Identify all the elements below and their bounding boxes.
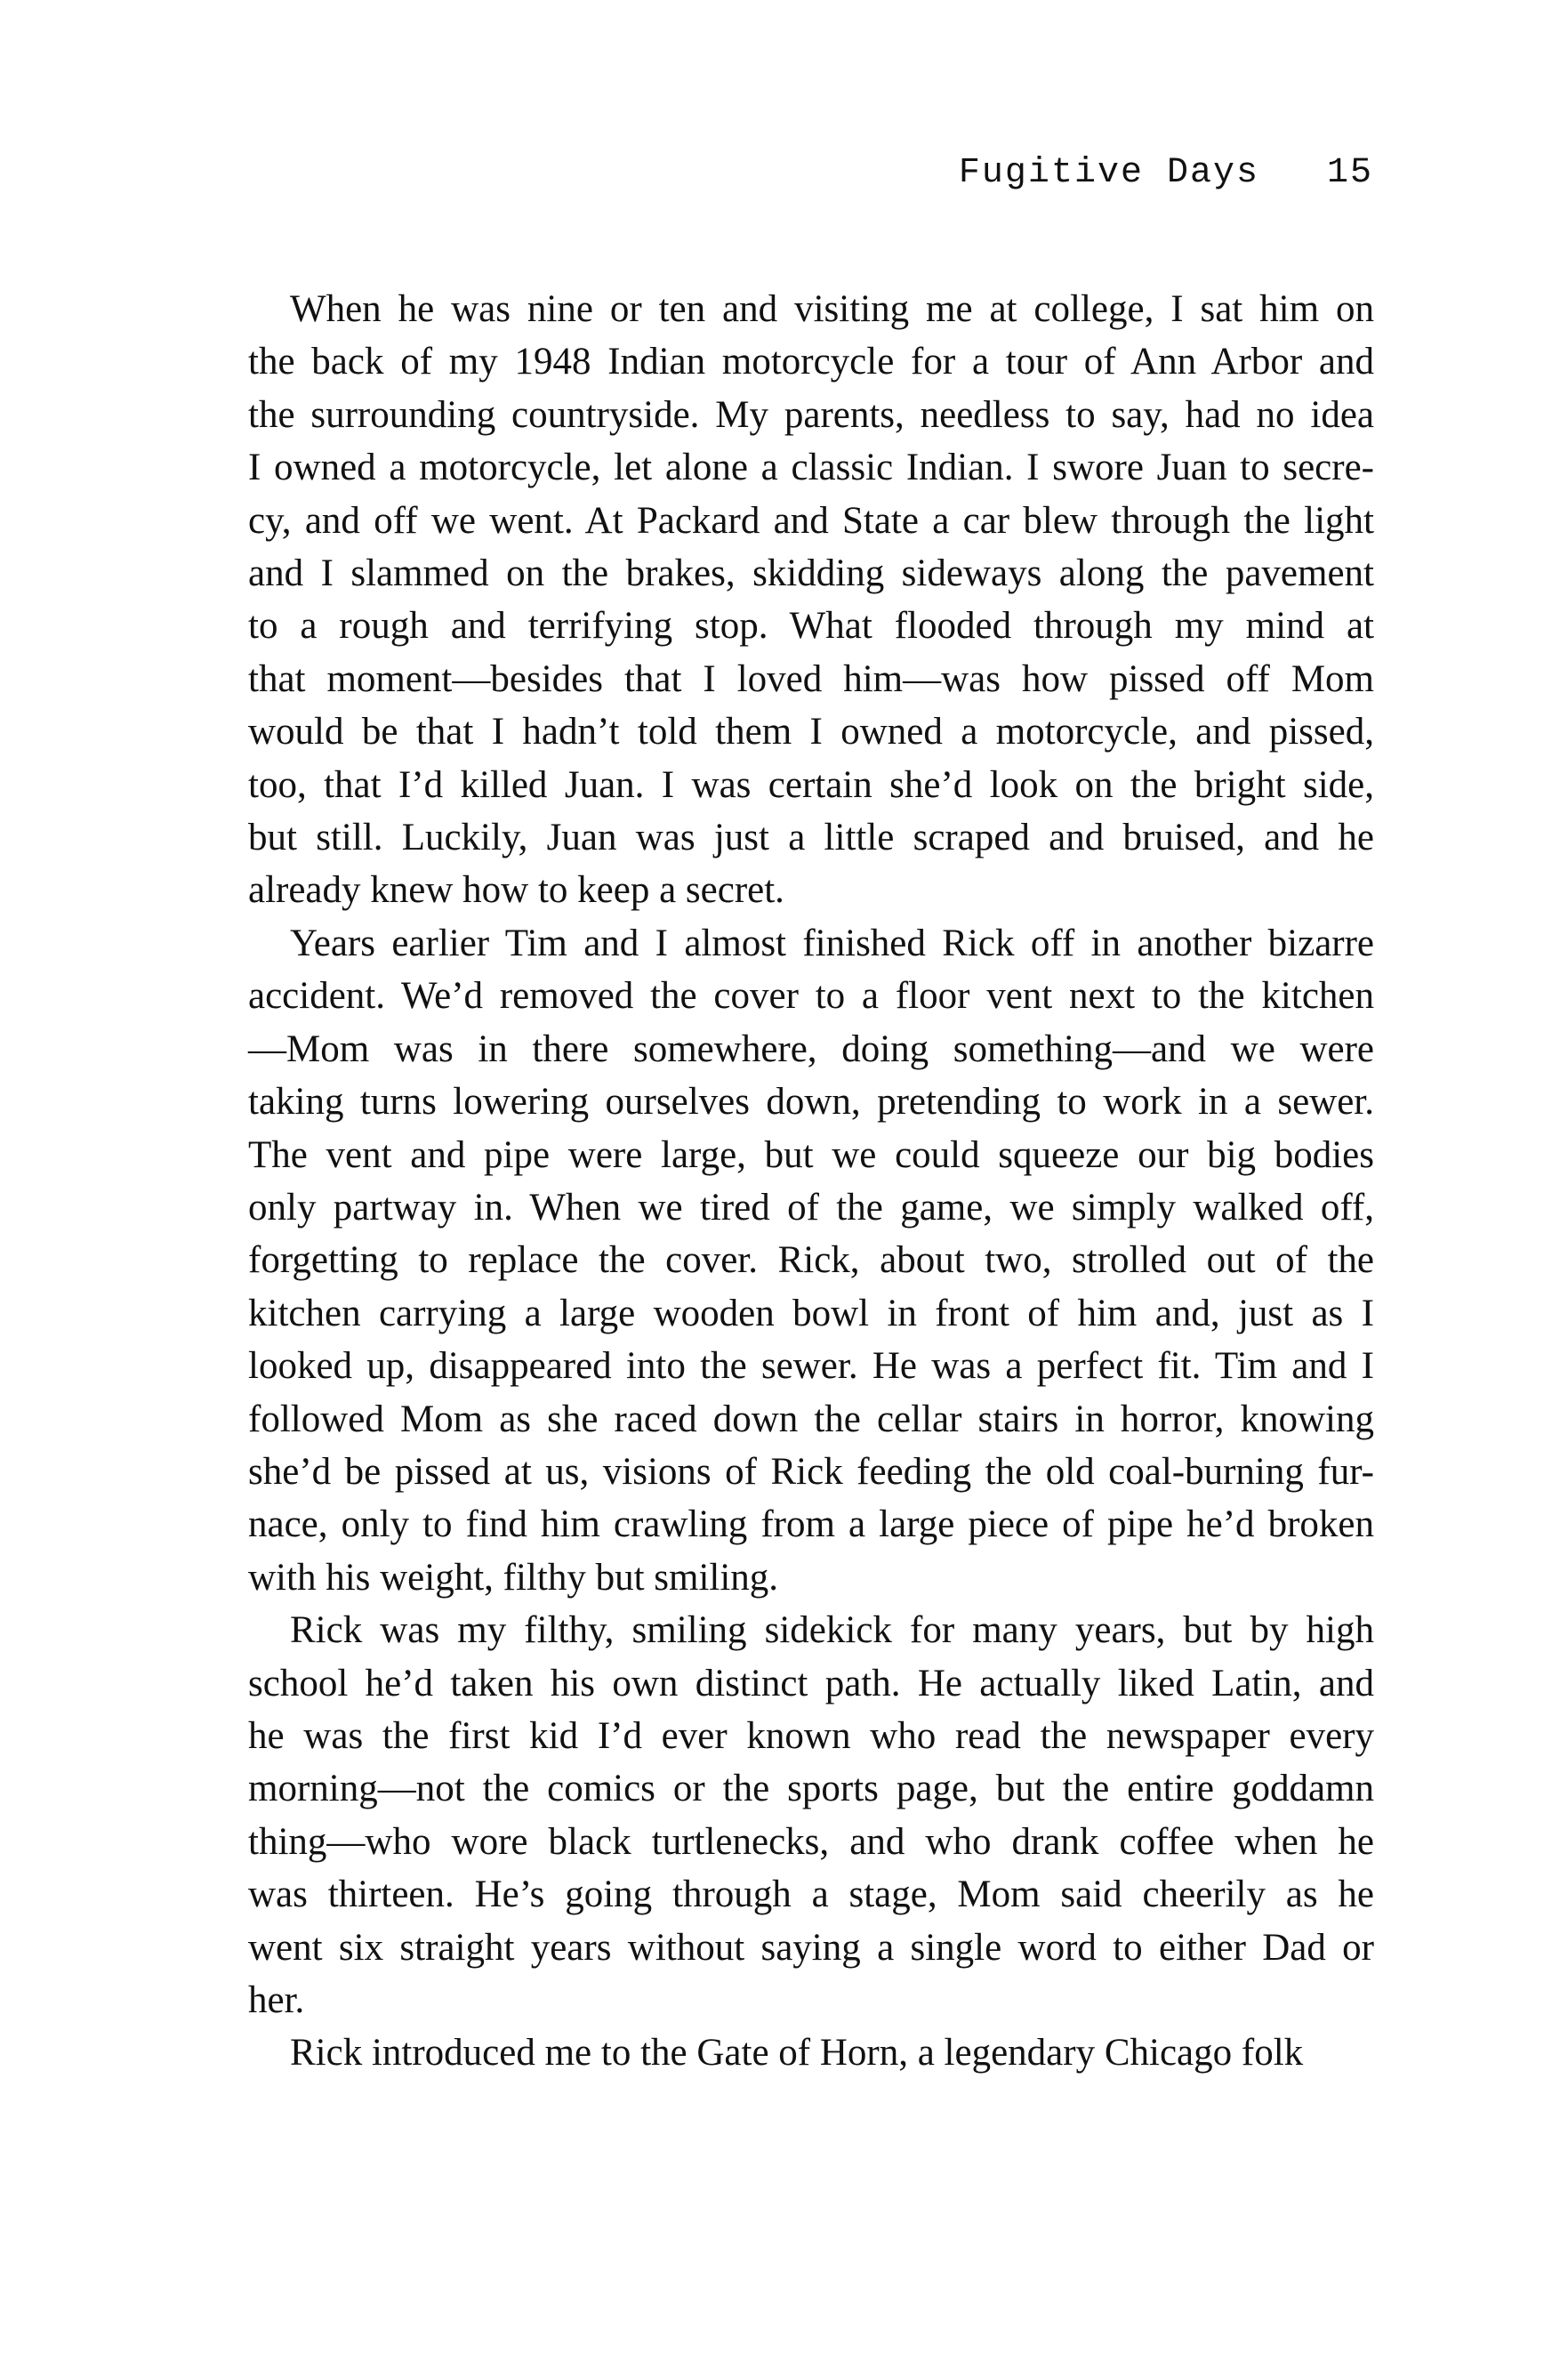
text-line: that moment—besides that I loved him—was how pissed off Mom <box>248 657 1374 700</box>
text-line: already knew how to keep a secret. <box>248 869 784 912</box>
text-line: she’d be pissed at us, visions of Rick feeding the old coal-burning fur- <box>248 1450 1374 1493</box>
text-line: —Mom was in there somewhere, doing something—and we were <box>248 1027 1374 1070</box>
text-line: school he’d taken his own distinct path. He actually liked Latin, and <box>248 1662 1374 1704</box>
text-line: the back of my 1948 Indian motorcycle for a tour of Ann Arbor and <box>248 341 1374 383</box>
text-line: Rick was my filthy, smiling sidekick for many years, but by high <box>290 1609 1374 1652</box>
text-line: her. <box>248 1979 305 2021</box>
paragraph-2 <box>248 917 1374 1604</box>
text-line: followed Mom as she raced down the cellar stairs in horror, knowing <box>248 1398 1374 1440</box>
text-line: with his weight, filthy but smiling. <box>248 1556 779 1599</box>
text-line: I owned a motorcycle, let alone a classic Indian. I swore Juan to secre- <box>248 447 1374 489</box>
text-line: The vent and pipe were large, but we could squeeze our big bodies <box>248 1133 1374 1176</box>
text-line: forgetting to replace the cover. Rick, about two, strolled out of the <box>248 1239 1374 1282</box>
text-line: morning—not the comics or the sports page, but the entire goddamn <box>248 1768 1374 1810</box>
text-line: too, that I’d killed Juan. I was certain she’d look on the bright side, <box>248 763 1374 806</box>
text-line: Rick introduced me to the Gate of Horn, a legendary Chicago folk <box>290 2032 1304 2075</box>
body-text <box>248 283 1374 2080</box>
text-line: went six straight years without saying a single word to either Dad or <box>248 1926 1374 1969</box>
book-title: Fugitive Days <box>958 153 1259 193</box>
text-line: would be that I hadn’t told them I owned a motorcycle, and pissed, <box>248 711 1374 753</box>
text-line: nace, only to find him crawling from a large piece of pipe he’d broken <box>248 1503 1374 1546</box>
text-line: and I slammed on the brakes, skidding sideways along the pavement <box>248 552 1374 595</box>
text-line: but still. Luckily, Juan was just a little scraped and bruised, and he <box>248 817 1374 859</box>
text-line: only partway in. When we tired of the game, we simply walked off, <box>248 1186 1374 1229</box>
text-line: taking turns lowering ourselves down, pretending to work in a sewer. <box>248 1081 1374 1124</box>
text-line: Years earlier Tim and I almost finished Rick off in another bizarre <box>290 922 1374 964</box>
text-line: looked up, disappeared into the sewer. He was a perfect fit. Tim and I <box>248 1345 1374 1388</box>
paragraph-1 <box>248 283 1374 917</box>
text-line: thing—who wore black turtlenecks, and who drank coffee when he <box>248 1820 1374 1863</box>
text-line: When he was nine or ten and visiting me at college, I sat him on <box>290 288 1374 330</box>
running-head <box>0 153 1373 193</box>
text-line: was thirteen. He’s going through a stage, Mom said cheerily as he <box>248 1873 1374 1916</box>
text-line: cy, and off we went. At Packard and State a car blew through the light <box>248 499 1374 542</box>
text-line: to a rough and terrifying stop. What flooded through my mind at <box>248 605 1374 648</box>
text-line: the surrounding countryside. My parents, needless to say, had no idea <box>248 393 1374 436</box>
text-line: he was the first kid I’d ever known who read the newspaper every <box>248 1714 1374 1757</box>
paragraph-3 <box>248 1604 1374 2027</box>
text-line: kitchen carrying a large wooden bowl in front of him and, just as I <box>248 1292 1374 1334</box>
page-number: 15 <box>1326 153 1373 193</box>
text-line: accident. We’d removed the cover to a floor vent next to the kitchen <box>248 975 1374 1018</box>
paragraph-4 <box>248 2027 1374 2079</box>
